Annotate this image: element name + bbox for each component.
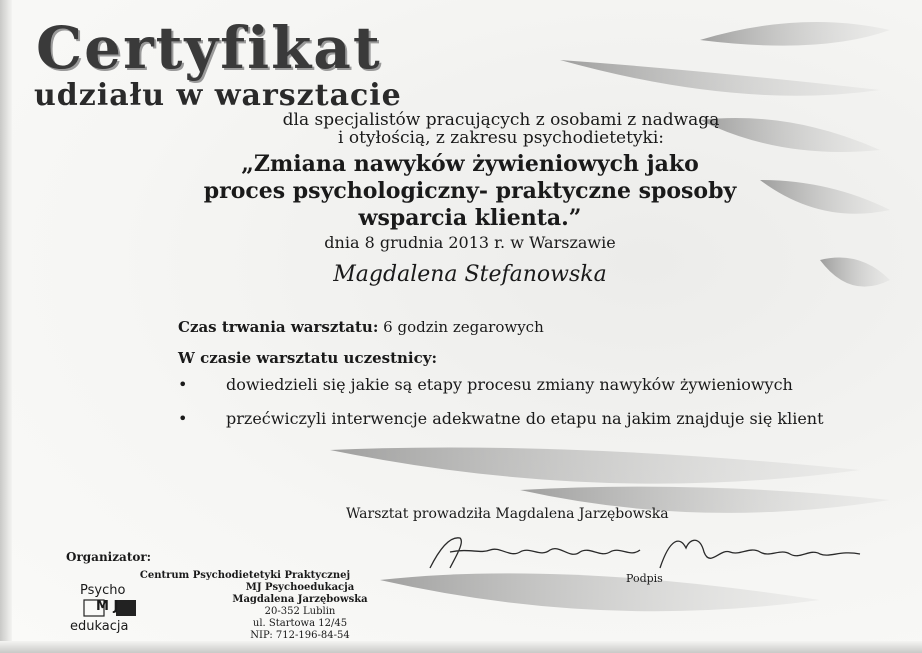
organizer-line: 20-352 Lublin <box>264 606 336 617</box>
organizer-heading: Organizator: <box>66 550 152 564</box>
participant-name: Magdalena Stefanowska <box>333 262 607 287</box>
logo-text-middle: M J <box>96 599 119 614</box>
workshop-leader: Warsztat prowadziła Magdalena Jarzębowska <box>346 506 669 522</box>
workshop-duration <box>178 318 544 336</box>
certificate-subtitle: udziału w warsztacie <box>34 78 402 113</box>
organizer-line: Centrum Psychodietetyki Praktycznej <box>139 570 351 581</box>
organizer-line: MJ Psychoedukacja <box>245 582 355 593</box>
signature-label: Podpis <box>626 572 663 585</box>
logo-text-bottom: edukacja <box>70 619 129 634</box>
list-item-text: dowiedzieli się jakie są etapy procesu zmiany nawyków żywieniowych <box>226 375 793 394</box>
workshop-topic-line-3: wsparcia klienta.” <box>358 205 582 231</box>
scan-left-edge <box>0 0 12 653</box>
bullet-icon: • <box>178 375 188 394</box>
workshop-topic-line-1: „Zmiana nawyków żywieniowych jako <box>241 151 699 177</box>
participants-heading: W czasie warsztatu uczestnicy: <box>178 349 438 367</box>
organizer-line: Magdalena Jarzębowska <box>232 594 368 605</box>
logo-text-top: Psycho <box>80 583 126 598</box>
duration-label: Czas trwania warsztatu: <box>178 318 379 336</box>
workshop-topic-line-2: proces psychologiczny- praktyczne sposoby <box>203 178 737 204</box>
psychoedukacja-logo <box>70 583 165 638</box>
bullet-icon: • <box>178 409 188 428</box>
organizer-line: NIP: 712-196-84-54 <box>250 630 350 641</box>
scan-bottom-edge <box>0 641 922 653</box>
workshop-date: dnia 8 grudnia 2013 r. w Warszawie <box>324 233 616 252</box>
certificate-title: Certyfikat <box>36 14 382 82</box>
audience-line-1: dla specjalistów pracujących z osobami z nadwagą <box>282 110 720 130</box>
duration-value: 6 godzin zegarowych <box>383 318 544 336</box>
list-item-text: przećwiczyli interwencje adekwatne do etapu na jakim znajduje się klient <box>226 409 824 428</box>
organizer-line: ul. Startowa 12/45 <box>252 618 348 629</box>
audience-line-2: i otyłością, z zakresu psychodietetyki: <box>338 128 664 148</box>
